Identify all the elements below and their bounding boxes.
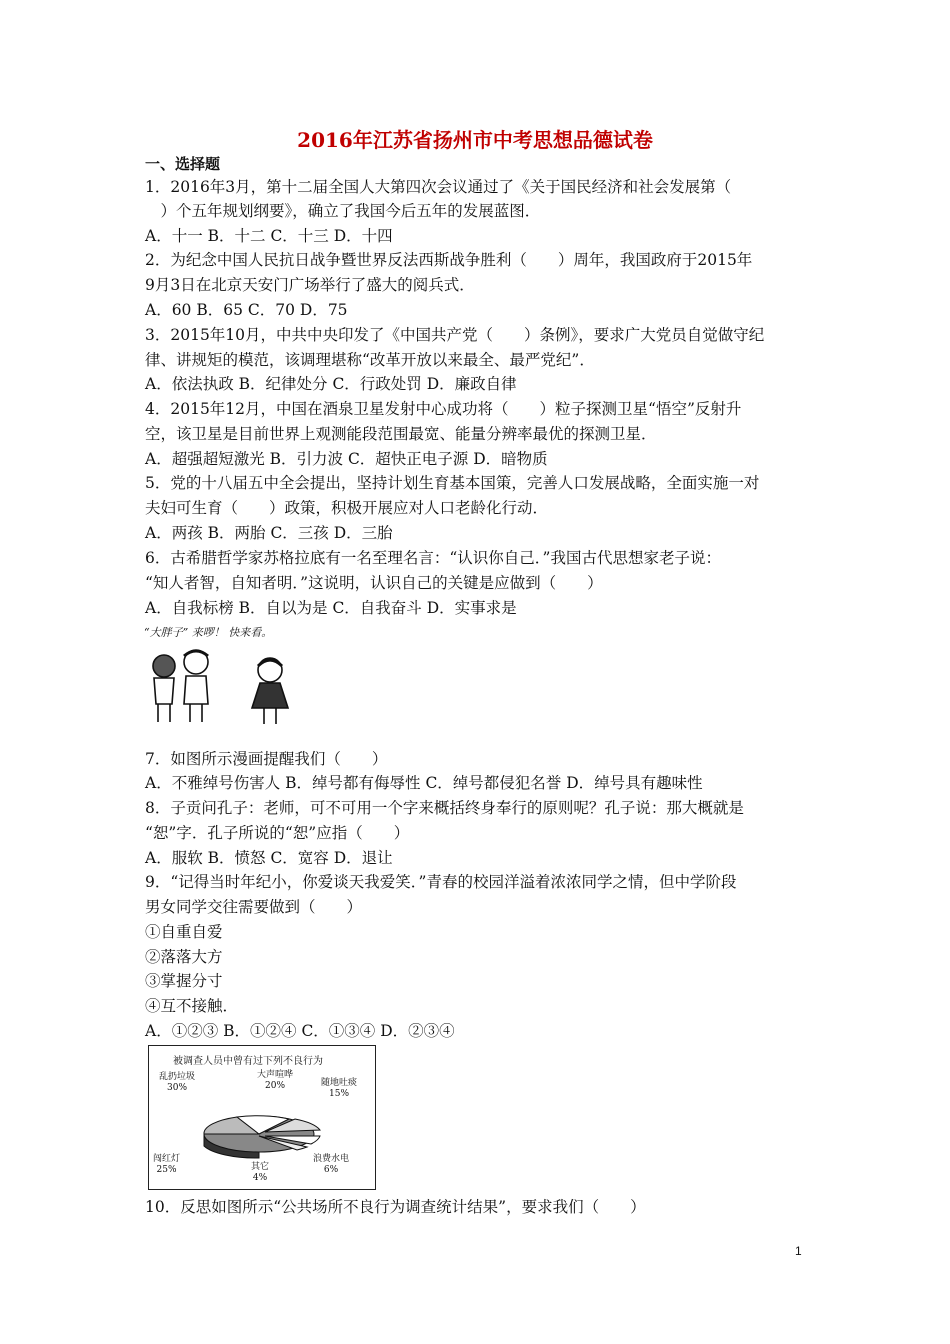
q9-item-1: ①自重自爱 — [145, 923, 223, 941]
pie-label-noise-pct: 20% — [265, 1081, 286, 1091]
q4-options: A．超强超短激光 B．引力波 C．超快正电子源 D．暗物质 — [145, 450, 548, 468]
pie-label-other — [251, 1162, 269, 1184]
pie-label-red-light-pct: 25% — [156, 1165, 177, 1175]
pie-label-spit — [321, 1078, 357, 1100]
pie-label-waste — [313, 1154, 349, 1176]
q5-line-1: 5．党的十八届五中全会提出，坚持计划生育基本国策，完善人口发展战略，全面实施一对 — [145, 474, 760, 492]
pie-label-litter-pct: 30% — [167, 1083, 188, 1093]
q5-line-2: 夫妇可生育（ ）政策，积极开展应对人口老龄化行动． — [145, 499, 549, 517]
pie-label-red-light — [153, 1154, 180, 1176]
q2-line-1: 2．为纪念中国人民抗日战争暨世界反法西斯战争胜利（ ）周年，我国政府于2015年 — [145, 251, 753, 269]
q10-line-1: 10．反思如图所示“公共场所不良行为调查统计结果”，要求我们（ ） — [145, 1198, 646, 1216]
q1-line-2: ）个五年规划纲要》，确立了我国今后五年的发展蓝图． — [145, 202, 541, 220]
q6-line-2: “知人者智，自知者明．”这说明，认识自己的关键是应做到（ ） — [145, 574, 603, 592]
pie-title: 被调查人员中曾有过下列不良行为 — [173, 1056, 323, 1067]
q3-line-2: 律、讲规矩的模范，该调理堪称“改革开放以来最全、最严党纪”． — [145, 351, 595, 369]
q9-item-3: ③掌握分寸 — [145, 972, 223, 990]
q1-options: A．十一 B．十二 C．十三 D．十四 — [145, 227, 393, 245]
pie-label-other-name: 其它 — [251, 1162, 270, 1172]
q8-line-2: “恕”字．孔子所说的“恕”应指（ ） — [145, 824, 410, 842]
pie-label-waste-name: 浪费水电 — [313, 1154, 350, 1164]
pie-label-litter-name: 乱扔垃圾 — [159, 1072, 196, 1082]
q9-line-2: 男女同学交往需要做到（ ） — [145, 898, 363, 916]
q8-line-1: 8．子贡问孔子：老师，可不可用一个字来概括终身奉行的原则呢？孔子说：那大概就是 — [145, 799, 744, 817]
q5-options: A．两孩 B．两胎 C．三孩 D．三胎 — [145, 524, 393, 542]
pie-label-spit-name: 随地吐痰 — [321, 1078, 358, 1088]
pie-label-noise — [257, 1070, 293, 1092]
q3-line-1: 3．2015年10月，中共中央印发了《中国共产党（ ）条例》，要求广大党员自觉做守纪 — [145, 326, 765, 344]
q1-line-1: 1．2016年3月，第十二届全国人大第四次会议通过了《关于国民经济和社会发展第（ — [145, 178, 732, 196]
section-heading: 一、选择题 — [145, 155, 221, 173]
pie-label-noise-name: 大声喧哗 — [257, 1070, 294, 1080]
pie-label-red-light-name: 闯红灯 — [153, 1154, 181, 1164]
q4-line-1: 4．2015年12月，中国在酒泉卫星发射中心成功将（ ）粒子探测卫星“悟空”反射升 — [145, 400, 742, 418]
cartoon-caption: “大胖子” 来啰！ 快来看。 — [144, 626, 273, 639]
q9-item-4: ④互不接触． — [145, 997, 239, 1015]
q6-options: A．自我标榜 B．自以为是 C．自我奋斗 D．实事求是 — [145, 599, 517, 617]
q9-line-1: 9．“记得当时年纪小，你爱谈天我爱笑．”青春的校园洋溢着浓浓同学之情，但中学阶段 — [145, 873, 737, 891]
pie-label-other-pct: 4% — [252, 1173, 268, 1183]
q2-line-2: 9月3日在北京天安门广场举行了盛大的阅兵式． — [145, 276, 475, 294]
q9-item-2: ②落落大方 — [145, 948, 223, 966]
q9-options: A．①②③ B．①②④ C．①③④ D．②③④ — [145, 1022, 455, 1040]
q3-options: A．依法执政 B．纪律处分 C．行政处罚 D．廉政自律 — [145, 375, 517, 393]
pie-label-waste-pct: 6% — [323, 1165, 339, 1175]
q8-options: A．服软 B．愤怒 C．宽容 D．退让 — [145, 849, 393, 867]
q7-line-1: 7．如图所示漫画提醒我们（ ） — [145, 750, 388, 768]
pie-label-spit-pct: 15% — [329, 1089, 350, 1099]
page-number: 1 — [795, 1244, 802, 1258]
cartoon-image — [144, 626, 304, 726]
pie-label-litter — [159, 1072, 195, 1094]
pie-chart-figure — [148, 1045, 376, 1190]
q6-line-1: 6．古希腊哲学家苏格拉底有一名至理名言：“认识你自己．”我国古代思想家老子说： — [145, 549, 721, 567]
page-title: 2016年江苏省扬州市中考思想品德试卷 — [297, 128, 653, 152]
q2-options: A．60 B．65 C．70 D．75 — [145, 301, 348, 319]
q4-line-2: 空，该卫星是目前世界上观测能段范围最宽、能量分辨率最优的探测卫星． — [145, 425, 657, 443]
q7-options: A．不雅绰号伤害人 B．绰号都有侮辱性 C．绰号都侵犯名誉 D．绰号具有趣味性 — [145, 774, 703, 792]
